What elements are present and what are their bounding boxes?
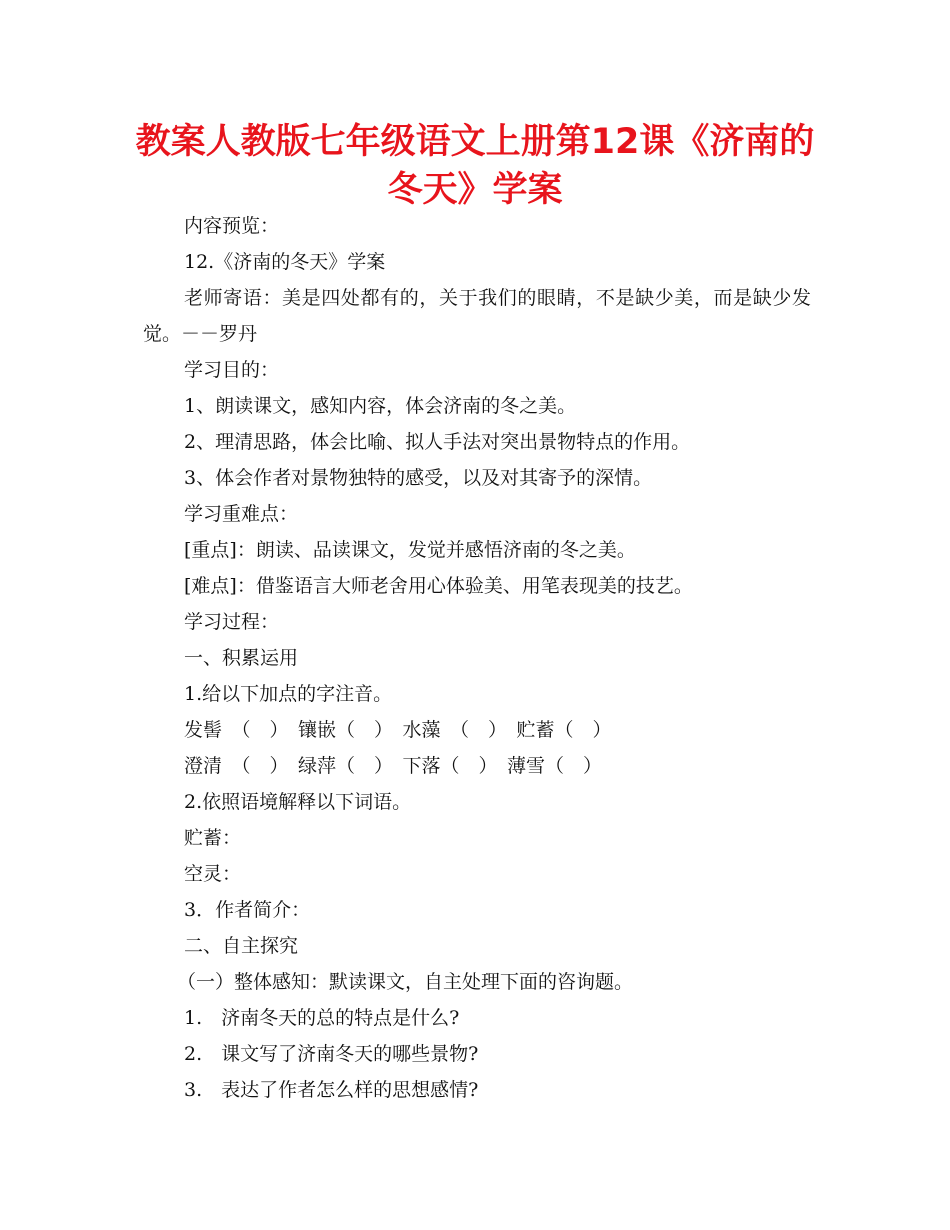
paragraph-pinyin-task: 1.给以下加点的字注音。 bbox=[184, 683, 393, 705]
document-title: 教案人教版七年级语文上册第12课《济南的冬天》学案 bbox=[135, 122, 815, 210]
paragraph-section-2-heading: 二、自主探究 bbox=[184, 935, 299, 957]
paragraph-question-3: 3. 表达了作者怎么样的思想感情? bbox=[184, 1079, 479, 1101]
paragraph-vocabulary-task: 2.依照语境解释以下词语。 bbox=[184, 791, 412, 813]
paragraph-objective-3: 3、体会作者对景物独特的感受，以及对其寄予的深情。 bbox=[184, 467, 653, 489]
document-body bbox=[143, 208, 811, 1108]
paragraph-author-intro: 3．作者简介： bbox=[184, 899, 311, 921]
paragraph-overall-perception: （一）整体感知：默读课文，自主处理下面的咨询题。 bbox=[177, 971, 634, 993]
paragraph-objectives-heading: 学习目的： bbox=[184, 359, 280, 381]
paragraph-key-points-heading: 学习重难点： bbox=[184, 503, 299, 525]
paragraph-question-1: 1. 济南冬天的总的特点是什么? bbox=[184, 1007, 460, 1029]
paragraph-key-point: [重点]：朗读、品读课文，发觉并感悟济南的冬之美。 bbox=[184, 539, 636, 561]
paragraph-difficult-point: [难点]：借鉴语言大师老舍用心体验美、用笔表现美的技艺。 bbox=[184, 575, 693, 597]
paragraph-objective-1: 1、朗读课文，感知内容，体会济南的冬之美。 bbox=[184, 395, 577, 417]
paragraph-question-2: 2. 课文写了济南冬天的哪些景物? bbox=[184, 1043, 479, 1065]
paragraph-pinyin-row-2: 澄清 （ ） 绿萍（ ） 下落（ ） 薄雪（ ） bbox=[184, 755, 603, 777]
paragraph-objective-2: 2、理清思路，体会比喻、拟人手法对突出景物特点的作用。 bbox=[184, 431, 691, 453]
paragraph-process-heading: 学习过程： bbox=[184, 611, 280, 633]
paragraph-pinyin-row-1: 发髻 （ ） 镶嵌（ ） 水藻 （ ） 贮蓄（ ） bbox=[184, 719, 612, 741]
paragraph-teacher-quote: 老师寄语：美是四处都有的，关于我们的眼睛，不是缺少美，而是缺少发觉。－－罗丹 bbox=[143, 287, 811, 345]
paragraph-lesson-title: 12.《济南的冬天》学案 bbox=[184, 251, 386, 273]
paragraph-vocab-kongling: 空灵： bbox=[184, 863, 242, 885]
paragraph-vocab-zhuxu: 贮蓄： bbox=[184, 827, 242, 849]
paragraph-section-1-heading: 一、积累运用 bbox=[184, 647, 299, 669]
paragraph-preview-label: 内容预览： bbox=[184, 215, 280, 237]
